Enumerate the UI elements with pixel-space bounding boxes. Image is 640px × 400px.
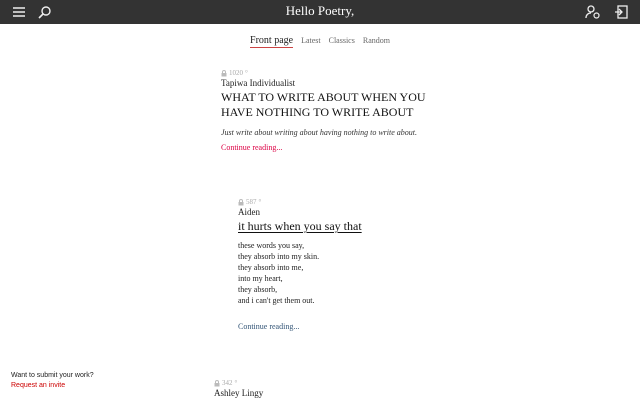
poem-line: into my heart, xyxy=(238,274,283,283)
poem-author[interactable]: Tapiwa Individualist xyxy=(221,78,296,88)
poem-line: they absorb into me, xyxy=(238,263,304,272)
poem-title[interactable]: WHAT TO WRITE ABOUT WHEN YOU HAVE NOTHING TO WRITE ABOUT xyxy=(221,90,426,119)
continue-reading-link[interactable]: Continue reading... xyxy=(221,143,283,152)
poem-line: they absorb, xyxy=(238,285,278,294)
like-count-value: 1020 xyxy=(229,69,243,77)
continue-reading-link[interactable]: Continue reading... xyxy=(238,322,300,331)
poem-author[interactable]: Aiden xyxy=(238,207,260,217)
lock-icon xyxy=(214,380,220,387)
tab-front-page[interactable]: Front page xyxy=(250,35,294,46)
poem-author[interactable]: Ashley Lingy xyxy=(214,388,264,398)
feed-tabs xyxy=(0,35,640,46)
poem-line: these words you say, xyxy=(238,241,305,250)
poem-card xyxy=(214,379,414,398)
tab-classics[interactable]: Classics xyxy=(328,36,355,45)
like-count-value: 587 xyxy=(246,198,257,206)
tab-random[interactable]: Random xyxy=(362,36,390,45)
like-count: 342 ° xyxy=(214,379,414,387)
poem-line: they absorb into my skin. xyxy=(238,252,320,261)
poem-title[interactable]: it hurts when you say that xyxy=(238,219,362,233)
submit-text: Want to submit your work? xyxy=(11,372,94,379)
lock-icon xyxy=(238,199,244,206)
poem-excerpt: Just write about writing about having nothing to write about. xyxy=(221,128,418,137)
submit-prompt xyxy=(11,371,94,391)
request-invite-link[interactable]: Request an invite xyxy=(11,382,66,389)
poem-card xyxy=(221,69,431,152)
like-count: 1020 ° xyxy=(221,69,431,77)
like-count-value: 342 xyxy=(222,379,233,387)
lock-icon xyxy=(221,70,227,77)
site-title[interactable]: Hello Poetry, xyxy=(285,3,355,18)
poem-line: and i can't get them out. xyxy=(238,296,315,305)
tab-latest[interactable]: Latest xyxy=(301,36,321,45)
poem-card xyxy=(238,198,438,331)
poem-excerpt xyxy=(238,240,438,306)
login-icon[interactable] xyxy=(613,4,629,20)
account-settings-icon[interactable] xyxy=(585,4,601,20)
top-bar xyxy=(0,0,640,24)
like-count: 587 ° xyxy=(238,198,438,206)
